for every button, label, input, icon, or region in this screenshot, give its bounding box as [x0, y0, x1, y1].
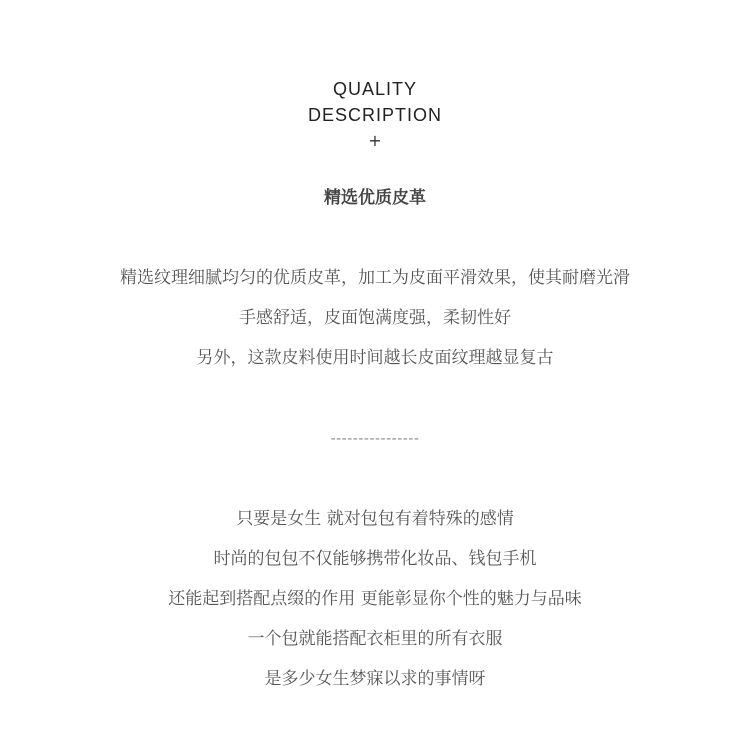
paragraph-line: 另外，这款皮料使用时间越长皮面纹理越显复古 [196, 348, 554, 368]
paragraph-line: 一个包就能搭配衣柜里的所有衣服 [247, 629, 503, 649]
plus-icon: + [368, 131, 382, 150]
paragraph-line: 还能起到搭配点缀的作用 更能彰显你个性的魅力与品味 [168, 589, 582, 609]
dashed-divider: ---------------- [330, 431, 420, 447]
paragraph-line: 时尚的包包不仅能够携带化妆品、钱包手机 [213, 549, 537, 569]
paragraph-line: 手感舒适，皮面饱满度强，柔韧性好 [239, 308, 511, 328]
heading-quality: QUALITY [332, 79, 418, 99]
paragraph-line: 是多少女生梦寐以求的事情呀 [264, 669, 486, 689]
section-subtitle: 精选优质皮革 [324, 188, 426, 208]
paragraph-line: 精选纹理细腻均匀的优质皮革，加工为皮面平滑效果，使其耐磨光滑 [120, 268, 630, 288]
heading-description: DESCRIPTION [307, 105, 442, 125]
paragraph-line: 只要是女生 就对包包有着特殊的感情 [236, 509, 514, 529]
